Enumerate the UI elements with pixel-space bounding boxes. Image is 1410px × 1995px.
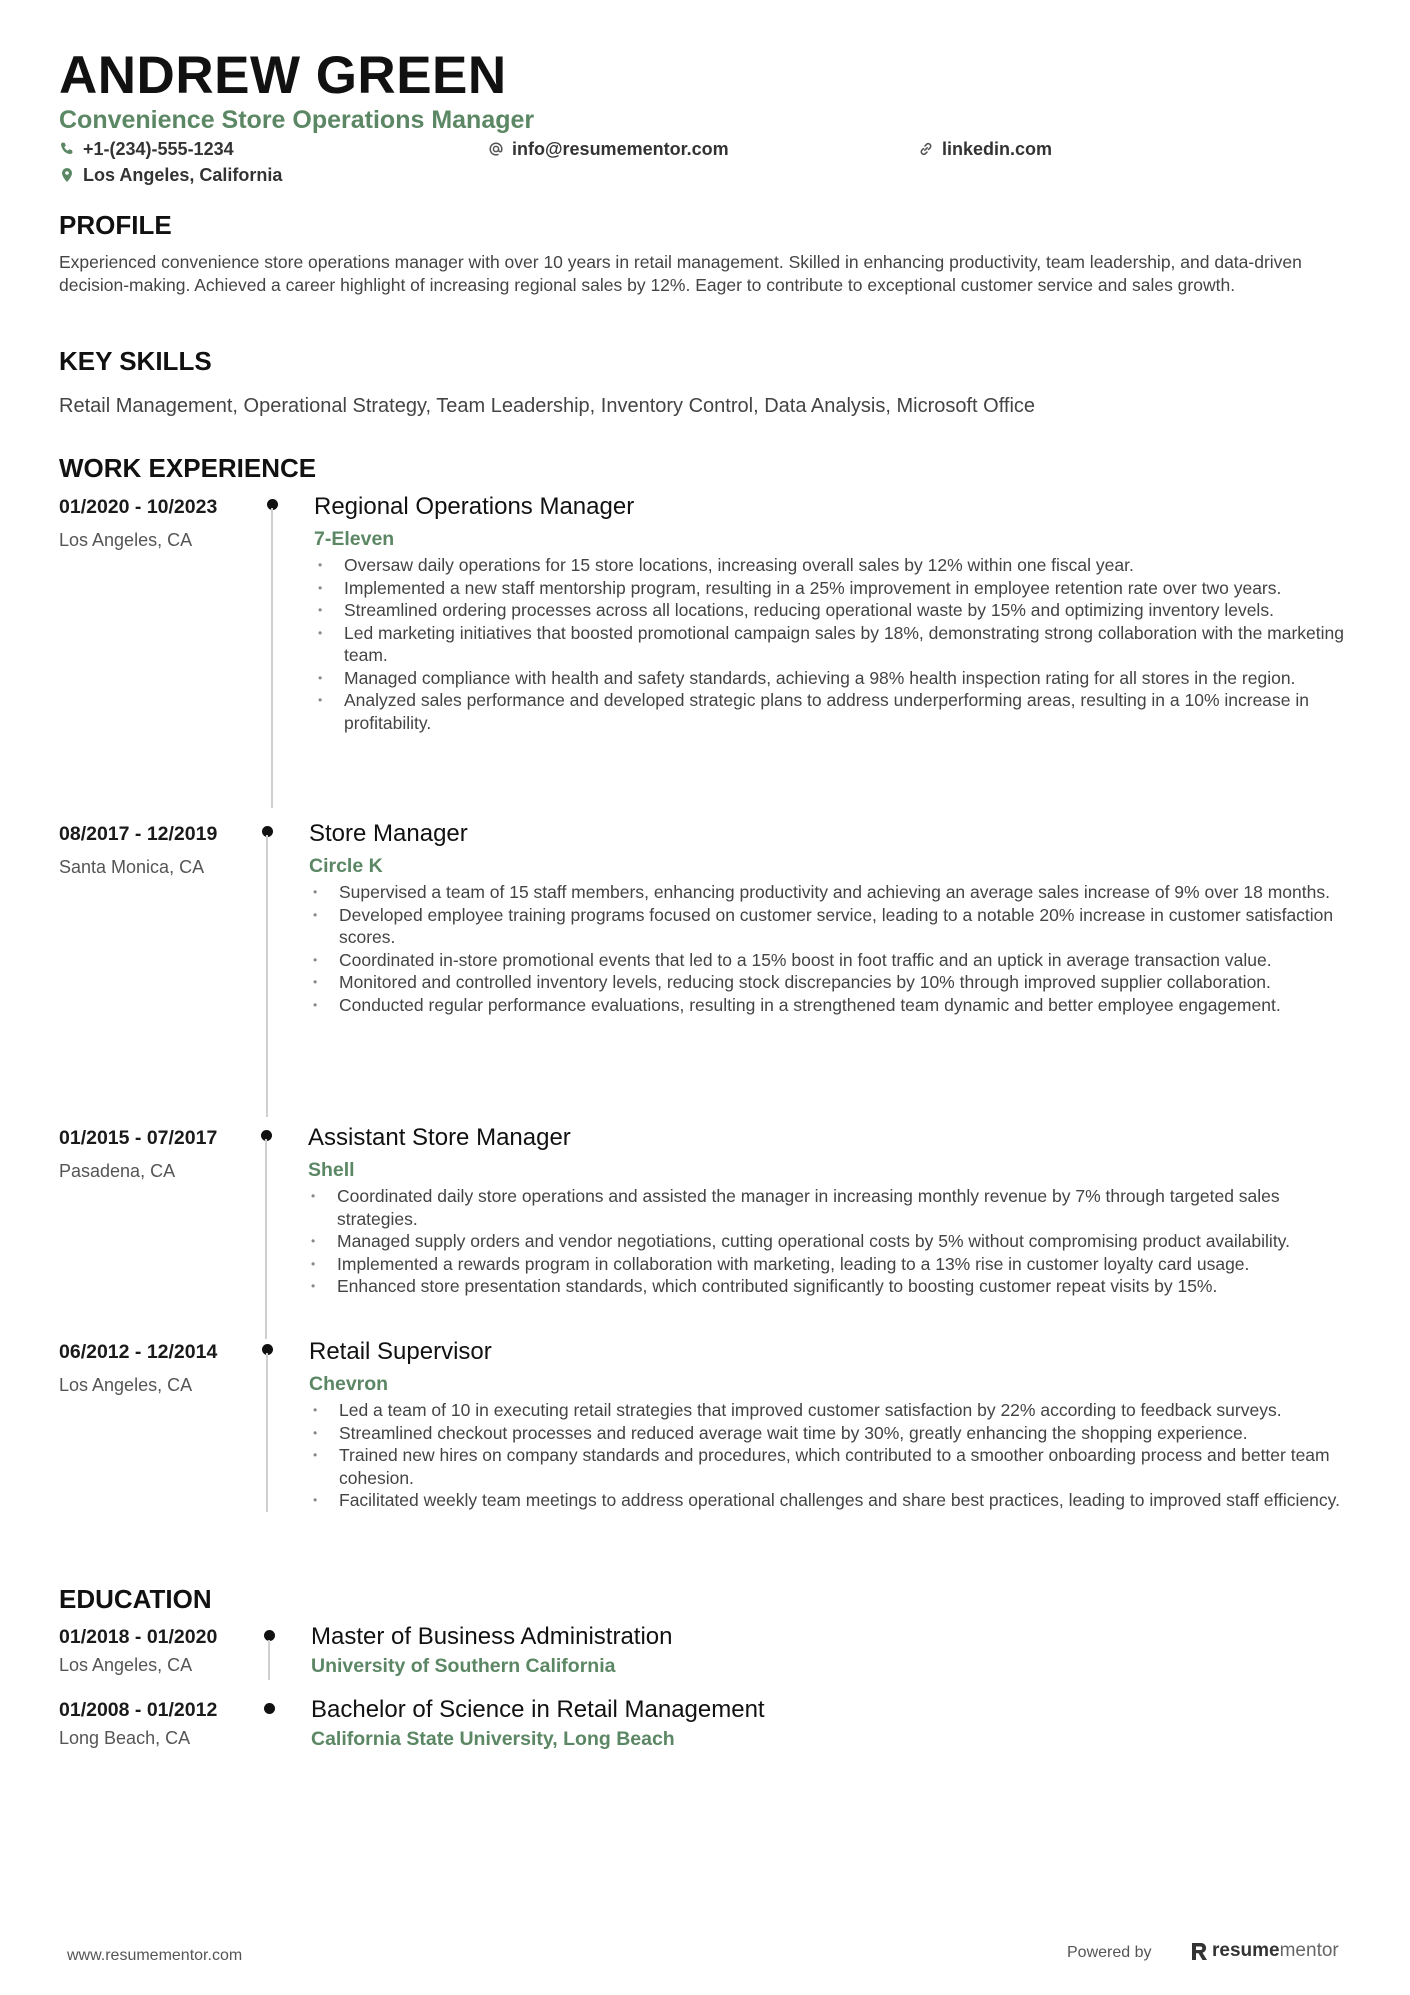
list-item: • Managed compliance with health and safety standards, achieving a 98% health inspection rating for all stores in the region.	[316, 667, 1366, 690]
job-dates: 06/2012 - 12/2014	[59, 1341, 218, 1363]
job-company: Shell	[308, 1159, 355, 1181]
edu-dates: 01/2008 - 01/2012	[59, 1699, 218, 1721]
contact-phone[interactable]	[59, 137, 234, 161]
phone-text: +1-(234)-555-1234	[83, 139, 234, 159]
edu-location: Los Angeles, CA	[59, 1655, 193, 1675]
profile-text: Experienced convenience store operations manager with over 10 years in retail management. Skilled in enhancing productivity, team leadership, and data-driven decision-making. Achieved a career highlight of increasing regional sales by 12%. Eager to contribute to exceptional customer service and sales growth.	[59, 252, 1302, 295]
edu-degree: Bachelor of Science in Retail Management	[311, 1696, 765, 1723]
job-location: Santa Monica, CA	[59, 857, 205, 877]
list-item: • Coordinated daily store operations and assisted the manager in increasing monthly revenue by 7% through targeted sales strategies.	[309, 1185, 1359, 1230]
at-icon	[488, 141, 504, 157]
contact-location	[59, 163, 282, 187]
list-item: • Coordinated in-store promotional events that led to a 15% boost in foot traffic and an uptick in average transaction value.	[311, 949, 1361, 972]
list-item: • Conducted regular performance evaluations, resulting in a strengthened team dynamic and better employee engagement.	[311, 994, 1361, 1017]
job-role: Store Manager	[309, 820, 468, 847]
list-item: • Streamlined ordering processes across all locations, reducing operational waste by 15% and optimizing inventory levels.	[316, 599, 1366, 622]
job-bullets	[311, 1399, 1361, 1512]
footer-logo[interactable]	[1190, 1939, 1339, 1963]
list-item: • Led marketing initiatives that boosted promotional campaign sales by 18%, demonstrating strong collaboration with the marketing team.	[316, 622, 1366, 667]
skills-text: Retail Management, Operational Strategy, Team Leadership, Inventory Control, Data Analysis, Microsoft Office	[59, 395, 1036, 417]
job-location: Los Angeles, CA	[59, 1375, 193, 1395]
education-heading: EDUCATION	[59, 1584, 212, 1614]
timeline-line	[266, 1353, 268, 1512]
list-item: • Trained new hires on company standards and procedures, which contributed to a smoother onboarding process and better team cohesion.	[311, 1444, 1361, 1489]
list-item: • Implemented a new staff mentorship program, resulting in a 25% improvement in employee retention rate over two years.	[316, 577, 1366, 600]
job-location: Los Angeles, CA	[59, 530, 193, 550]
list-item: • Developed employee training programs focused on customer service, leading to a notable 20% increase in customer satisfaction scores.	[311, 904, 1361, 949]
job-dates: 01/2015 - 07/2017	[59, 1127, 218, 1149]
job-dates: 01/2020 - 10/2023	[59, 496, 218, 518]
skills-heading: KEY SKILLS	[59, 346, 212, 376]
email-text: info@resumementor.com	[512, 139, 729, 159]
timeline-line	[271, 508, 273, 808]
list-item: • Monitored and controlled inventory levels, reducing stock discrepancies by 10% through improved supplier collaboration.	[311, 971, 1361, 994]
candidate-title: Convenience Store Operations Manager	[59, 106, 535, 134]
list-item: • Analyzed sales performance and developed strategic plans to address underperforming areas, resulting in a 10% increase in profitability.	[316, 689, 1366, 734]
profile-heading: PROFILE	[59, 210, 172, 240]
edu-degree: Master of Business Administration	[311, 1623, 673, 1650]
list-item: • Streamlined checkout processes and reduced average wait time by 30%, greatly enhancing the shopping experience.	[311, 1422, 1361, 1445]
footer-brand-bold: resume	[1212, 1940, 1280, 1961]
phone-icon	[59, 141, 75, 157]
list-item: • Facilitated weekly team meetings to address operational challenges and share best practices, leading to improved staff efficiency.	[311, 1489, 1361, 1512]
resumementor-logo-icon	[1190, 1940, 1208, 1962]
job-role: Regional Operations Manager	[314, 493, 635, 520]
map-pin-icon	[59, 167, 75, 183]
timeline-line	[266, 835, 268, 1117]
list-item: • Enhanced store presentation standards, which contributed significantly to boosting customer repeat visits by 15%.	[309, 1275, 1359, 1298]
edu-dates: 01/2018 - 01/2020	[59, 1626, 218, 1648]
link-icon	[918, 141, 934, 157]
list-item: • Managed supply orders and vendor negotiations, cutting operational costs by 5% without compromising product availability.	[309, 1230, 1359, 1253]
job-role: Retail Supervisor	[309, 1338, 492, 1365]
job-company: 7-Eleven	[314, 528, 395, 550]
job-dates: 08/2017 - 12/2019	[59, 823, 218, 845]
experience-heading: WORK EXPERIENCE	[59, 453, 317, 483]
linkedin-text: linkedin.com	[942, 139, 1053, 159]
edu-location: Long Beach, CA	[59, 1728, 191, 1748]
footer-website[interactable]: www.resumementor.com	[67, 1947, 243, 1964]
footer-brand-light: mentor	[1279, 1940, 1339, 1961]
list-item: • Supervised a team of 15 staff members, enhancing productivity and achieving an average sales increase of 9% over 18 months.	[311, 881, 1361, 904]
job-role: Assistant Store Manager	[308, 1124, 571, 1151]
job-bullets	[311, 881, 1361, 1016]
list-item: • Implemented a rewards program in collaboration with marketing, leading to a 13% rise in customer loyalty card usage.	[309, 1253, 1359, 1276]
footer-powered-by: Powered by	[1067, 1944, 1152, 1961]
candidate-name: ANDREW GREEN	[59, 46, 507, 105]
job-location: Pasadena, CA	[59, 1161, 176, 1181]
job-bullets	[309, 1185, 1359, 1298]
contact-email[interactable]	[488, 137, 729, 161]
timeline-line	[268, 1640, 270, 1680]
timeline-line	[265, 1139, 267, 1339]
contact-linkedin[interactable]	[918, 137, 1052, 161]
list-item: • Oversaw daily operations for 15 store locations, increasing overall sales by 12% within one fiscal year.	[316, 554, 1366, 577]
location-text: Los Angeles, California	[83, 165, 283, 185]
edu-school: California State University, Long Beach	[311, 1728, 675, 1750]
job-company: Circle K	[309, 855, 383, 877]
job-bullets	[316, 554, 1366, 734]
edu-school: University of Southern California	[311, 1655, 616, 1677]
timeline-dot	[264, 1703, 275, 1714]
list-item: • Led a team of 10 in executing retail strategies that improved customer satisfaction by 22% according to feedback surveys.	[311, 1399, 1361, 1422]
job-company: Chevron	[309, 1373, 389, 1395]
